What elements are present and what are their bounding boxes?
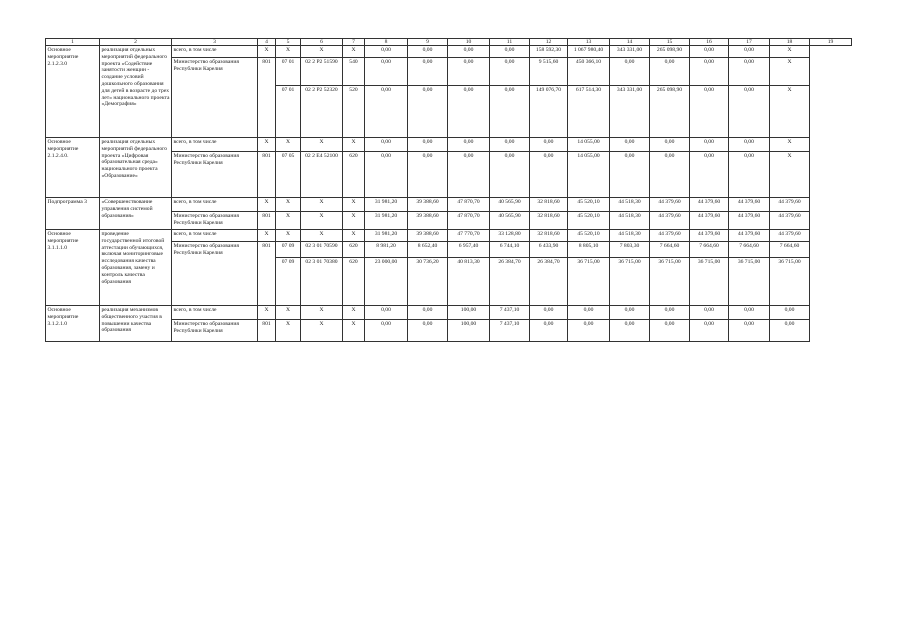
col-number: 14	[610, 39, 650, 46]
value-cell: 33 128,80	[490, 230, 530, 242]
value-cell: 40 813,30	[448, 258, 490, 306]
value-cell: 31 981,20	[365, 230, 408, 242]
value-cell: 0,00	[650, 58, 690, 86]
header-row	[46, 39, 852, 46]
target-article-cell: 02 2 P2 52320	[301, 86, 343, 138]
expense-type-cell: 620	[343, 152, 365, 198]
value-cell: 26 384,70	[530, 258, 568, 306]
value-cell: 100,00	[448, 306, 490, 320]
grbs-cell: Х	[258, 230, 276, 242]
col-number: 12	[530, 39, 568, 46]
value-cell: 0,00	[448, 152, 490, 198]
value-cell: 0,00	[365, 86, 408, 138]
responsible-cell: Министерство образования Республики Карелия	[172, 242, 258, 306]
value-cell: 45 520,10	[568, 198, 610, 212]
responsible-cell: Министерство образования Республики Карелия	[172, 152, 258, 198]
col-number: 17	[729, 39, 770, 46]
value-cell: 0,00	[568, 306, 610, 320]
value-cell: 0,00	[408, 152, 448, 198]
value-cell: 7 664,60	[770, 242, 810, 258]
value-cell: 0,00	[530, 320, 568, 342]
value-cell: 8 652,40	[408, 242, 448, 258]
value-cell: 7 437,10	[490, 320, 530, 342]
value-cell: 36 715,00	[568, 258, 610, 306]
value-cell: 0,00	[690, 306, 729, 320]
activity-name: реализация отдельных мероприятий федерального проекта «Цифровая образовательная среда» национального проекта «Образование»	[100, 138, 172, 198]
value-cell: 0,00	[365, 306, 408, 320]
activity-code: Основное мероприятие 3.1.2.1.0	[46, 306, 100, 342]
value-cell: 44 518,30	[610, 230, 650, 242]
value-cell: 9 515,60	[530, 58, 568, 86]
value-cell: 343 331,00	[610, 46, 650, 58]
value-cell: 6 744,10	[490, 242, 530, 258]
value-cell: 44 379,60	[729, 198, 770, 212]
value-cell: 0,00	[530, 306, 568, 320]
activity-name: реализация отдельных мероприятий федерального проекта «Содействие занятости женщин - создание условий дошкольного образования для детей в возрасте до трех лет» национального проекта «Демография»	[100, 46, 172, 138]
col-number: 11	[490, 39, 530, 46]
budget-table	[45, 38, 852, 342]
value-cell: 0,00	[729, 58, 770, 86]
section-cell: 07 01	[276, 86, 301, 138]
table-row	[46, 198, 852, 212]
value-cell: 0,00	[690, 320, 729, 342]
section-cell: Х	[276, 198, 301, 212]
responsible-cell: Министерство образования Республики Карелия	[172, 58, 258, 138]
responsible-cell: всего, в том числе	[172, 46, 258, 58]
responsible-cell: всего, в том числе	[172, 198, 258, 212]
expense-type-cell: Х	[343, 212, 365, 230]
section-cell: Х	[276, 320, 301, 342]
expense-type-cell: 540	[343, 58, 365, 86]
value-cell: 47 870,70	[448, 212, 490, 230]
table-row	[46, 46, 852, 58]
target-article-cell: Х	[301, 212, 343, 230]
value-cell: 40 565,90	[490, 212, 530, 230]
value-cell: 0,00	[690, 138, 729, 152]
value-cell: 32 818,60	[530, 198, 568, 212]
value-cell: 0,00	[610, 58, 650, 86]
value-cell: 30 736,20	[408, 258, 448, 306]
value-cell: 0,00	[365, 320, 408, 342]
col-number: 4	[258, 39, 276, 46]
value-cell: 7 437,10	[490, 306, 530, 320]
target-article-cell: Х	[301, 46, 343, 58]
value-cell: 36 715,00	[770, 258, 810, 306]
value-cell: 0,00	[490, 46, 530, 58]
value-cell: 0,00	[729, 320, 770, 342]
value-cell: 0,00	[448, 86, 490, 138]
value-cell: 0,00	[408, 138, 448, 152]
table-row	[46, 230, 852, 242]
section-cell: 07 05	[276, 152, 301, 198]
value-cell: 450 366,10	[568, 58, 610, 86]
value-cell: 0,00	[729, 86, 770, 138]
value-cell: 617 514,30	[568, 86, 610, 138]
target-article-cell: 02 2 P2 51590	[301, 58, 343, 86]
value-cell: 0,00	[490, 86, 530, 138]
grbs-cell: 801	[258, 242, 276, 306]
section-cell: 07 09	[276, 258, 301, 306]
responsible-cell: всего, в том числе	[172, 230, 258, 242]
value-cell: 44 379,60	[770, 230, 810, 242]
responsible-cell: Министерство образования Республики Карелия	[172, 212, 258, 230]
value-cell: 44 518,30	[610, 212, 650, 230]
value-cell: 149 076,70	[530, 86, 568, 138]
value-cell: 0,00	[530, 138, 568, 152]
value-cell: 0,00	[408, 306, 448, 320]
value-cell: 0,00	[490, 152, 530, 198]
value-cell: 44 379,60	[770, 212, 810, 230]
target-article-cell: Х	[301, 198, 343, 212]
expense-type-cell: Х	[343, 320, 365, 342]
value-cell: Х	[770, 152, 810, 198]
value-cell: 0,00	[650, 306, 690, 320]
col-number: 18	[770, 39, 810, 46]
value-cell: 0,00	[650, 152, 690, 198]
value-cell: 0,00	[490, 58, 530, 86]
value-cell: 44 518,30	[610, 198, 650, 212]
value-cell: 0,00	[770, 320, 810, 342]
value-cell: 36 715,00	[729, 258, 770, 306]
grbs-cell: Х	[258, 138, 276, 152]
value-cell: 0,00	[408, 58, 448, 86]
value-cell: 45 520,10	[568, 212, 610, 230]
section-cell: Х	[276, 212, 301, 230]
activity-name: «Совершенствование управления системой образования»	[100, 198, 172, 230]
value-cell: 343 331,00	[610, 86, 650, 138]
value-cell: 0,00	[365, 58, 408, 86]
expense-type-cell: Х	[343, 198, 365, 212]
value-cell: 39 388,60	[408, 230, 448, 242]
value-cell: 8 981,20	[365, 242, 408, 258]
value-cell: 32 818,60	[530, 212, 568, 230]
value-cell: 44 379,60	[650, 212, 690, 230]
value-cell: 6 433,90	[530, 242, 568, 258]
value-cell: 14 055,00	[568, 138, 610, 152]
value-cell: 0,00	[408, 46, 448, 58]
col-number: 5	[276, 39, 301, 46]
expense-type-cell: 620	[343, 242, 365, 258]
section-cell: Х	[276, 306, 301, 320]
responsible-cell: Министерство образования Республики Карелия	[172, 320, 258, 342]
value-cell: 0,00	[448, 138, 490, 152]
value-cell: 0,00	[650, 138, 690, 152]
value-cell: 0,00	[610, 138, 650, 152]
value-cell: 8 805,10	[568, 242, 610, 258]
expense-type-cell: 620	[343, 258, 365, 306]
activity-name: проведение государственной итоговой аттестации обучающихся, включая мониторинговые исследования качества образования, замену и контроль качества образования	[100, 230, 172, 306]
grbs-cell: Х	[258, 306, 276, 320]
value-cell: 44 379,60	[770, 198, 810, 212]
value-cell: 265 098,90	[650, 86, 690, 138]
value-cell: 0,00	[690, 86, 729, 138]
col-number: 6	[301, 39, 343, 46]
value-cell: 44 379,60	[690, 230, 729, 242]
activity-name: реализация механизмов общественного участия в повышении качества образования	[100, 306, 172, 342]
value-cell: 23 000,00	[365, 258, 408, 306]
target-article-cell: Х	[301, 306, 343, 320]
value-cell: 14 055,00	[568, 152, 610, 198]
target-article-cell: 02 3 01 70380	[301, 258, 343, 306]
expense-type-cell: Х	[343, 306, 365, 320]
value-cell: 0,00	[690, 46, 729, 58]
value-cell: 0,00	[690, 58, 729, 86]
value-cell: Х	[770, 46, 810, 58]
expense-type-cell: Х	[343, 230, 365, 242]
value-cell: 0,00	[448, 58, 490, 86]
target-article-cell: 02 3 01 70590	[301, 242, 343, 258]
grbs-cell: 801	[258, 152, 276, 198]
table-row	[46, 306, 852, 320]
value-cell: Х	[770, 138, 810, 152]
value-cell: 0,00	[490, 138, 530, 152]
value-cell: 31 981,20	[365, 212, 408, 230]
activity-code: Основное мероприятие 2.1.2.4.0.	[46, 138, 100, 198]
col-number: 16	[690, 39, 729, 46]
value-cell: 36 715,00	[610, 258, 650, 306]
value-cell: 39 388,60	[408, 198, 448, 212]
value-cell: 47 770,70	[448, 230, 490, 242]
expense-type-cell: 520	[343, 86, 365, 138]
value-cell: Х	[770, 86, 810, 138]
value-cell: 0,00	[365, 46, 408, 58]
target-article-cell: Х	[301, 230, 343, 242]
col-number: 15	[650, 39, 690, 46]
document-page	[45, 38, 834, 342]
value-cell: 40 565,90	[490, 198, 530, 212]
value-cell: 7 664,60	[650, 242, 690, 258]
value-cell: 44 379,60	[690, 198, 729, 212]
value-cell: 0,00	[690, 152, 729, 198]
value-cell: 47 870,70	[448, 198, 490, 212]
value-cell: 7 664,60	[690, 242, 729, 258]
target-article-cell: 02 2 E4 52100	[301, 152, 343, 198]
value-cell: 7 664,60	[729, 242, 770, 258]
value-cell: 158 592,30	[530, 46, 568, 58]
value-cell: 0,00	[729, 138, 770, 152]
value-cell: 0,00	[610, 306, 650, 320]
responsible-cell: всего, в том числе	[172, 138, 258, 152]
value-cell: 0,00	[365, 152, 408, 198]
grbs-cell: Х	[258, 198, 276, 212]
col-number: 7	[343, 39, 365, 46]
value-cell: 100,00	[448, 320, 490, 342]
value-cell: 0,00	[729, 152, 770, 198]
value-cell: 26 384,70	[490, 258, 530, 306]
value-cell: 0,00	[650, 320, 690, 342]
value-cell: 0,00	[568, 320, 610, 342]
section-cell: 07 09	[276, 242, 301, 258]
value-cell: 0,00	[770, 306, 810, 320]
grbs-cell: 801	[258, 212, 276, 230]
value-cell: 32 818,60	[530, 230, 568, 242]
col-number: 2	[100, 39, 172, 46]
value-cell: 7 803,30	[610, 242, 650, 258]
value-cell: 0,00	[610, 320, 650, 342]
section-cell: Х	[276, 46, 301, 58]
col-number: 19	[810, 39, 852, 46]
target-article-cell: Х	[301, 138, 343, 152]
section-cell: Х	[276, 230, 301, 242]
value-cell: 44 379,60	[729, 230, 770, 242]
responsible-cell: всего, в том числе	[172, 306, 258, 320]
value-cell: 31 981,20	[365, 198, 408, 212]
value-cell: 0,00	[729, 46, 770, 58]
value-cell: 44 379,60	[690, 212, 729, 230]
col-number: 9	[408, 39, 448, 46]
section-cell: 07 01	[276, 58, 301, 86]
activity-code: Основное мероприятие 2.1.2.3.0	[46, 46, 100, 138]
value-cell: 45 520,10	[568, 230, 610, 242]
value-cell: 0,00	[448, 46, 490, 58]
table-row	[46, 138, 852, 152]
grbs-cell: 801	[258, 320, 276, 342]
section-cell: Х	[276, 138, 301, 152]
value-cell: 0,00	[729, 306, 770, 320]
grbs-cell: Х	[258, 46, 276, 58]
value-cell: 6 957,40	[448, 242, 490, 258]
grbs-cell: 801	[258, 58, 276, 138]
activity-code: Подпрограмма 3	[46, 198, 100, 230]
value-cell: 44 379,60	[650, 198, 690, 212]
value-cell: 44 379,60	[729, 212, 770, 230]
activity-code: Основное мероприятие 3.1.1.1.0	[46, 230, 100, 306]
value-cell: 36 715,00	[650, 258, 690, 306]
value-cell: 0,00	[408, 86, 448, 138]
value-cell: 39 388,60	[408, 212, 448, 230]
value-cell: 0,00	[610, 152, 650, 198]
col-number: 3	[172, 39, 258, 46]
value-cell: 44 379,60	[650, 230, 690, 242]
value-cell: 1 067 980,40	[568, 46, 610, 58]
col-number: 8	[365, 39, 408, 46]
col-number: 10	[448, 39, 490, 46]
value-cell: 0,00	[365, 138, 408, 152]
value-cell: 0,00	[408, 320, 448, 342]
col-number: 13	[568, 39, 610, 46]
value-cell: 0,00	[530, 152, 568, 198]
target-article-cell: Х	[301, 320, 343, 342]
expense-type-cell: Х	[343, 46, 365, 58]
value-cell: Х	[770, 58, 810, 86]
col-number: 1	[46, 39, 100, 46]
expense-type-cell: Х	[343, 138, 365, 152]
value-cell: 36 715,00	[690, 258, 729, 306]
value-cell: 265 098,90	[650, 46, 690, 58]
